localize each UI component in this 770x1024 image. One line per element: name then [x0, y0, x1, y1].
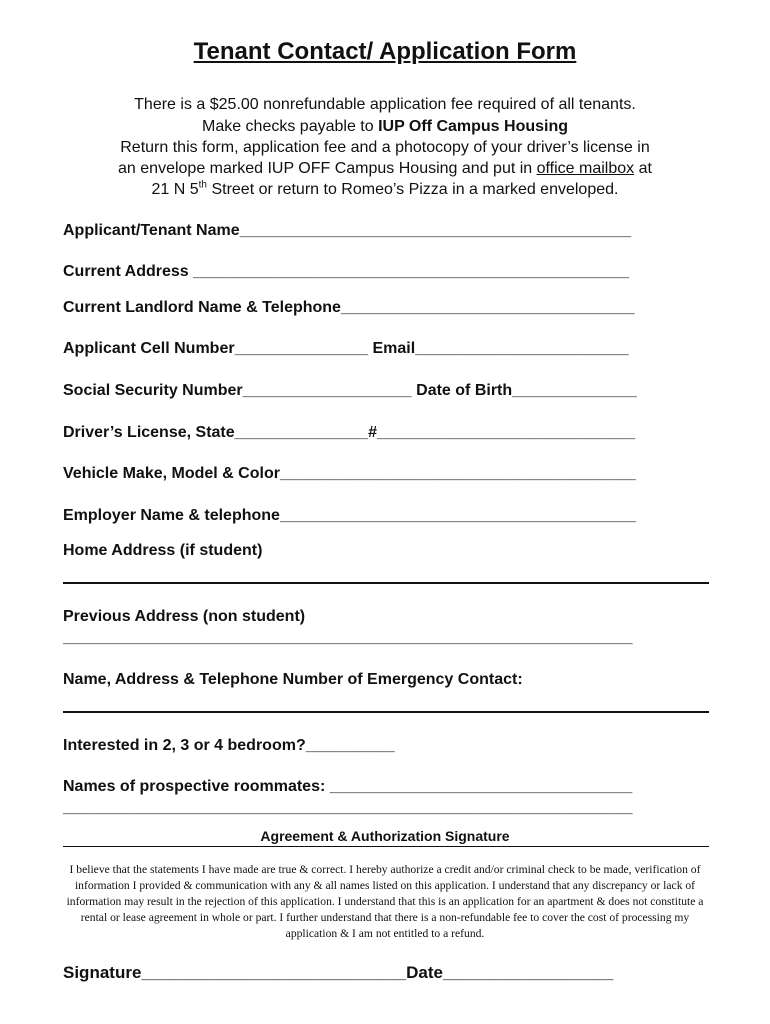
agreement-text: I believe that the statements I have made are true & correct. I hereby authorize a credit and/or criminal check to be made, verification of information I provided & communication with any & all names listed on this application. I understand that any discrepancy or lack of information may result in the rejection of this application. I understand that this is an application for an apartment & does not constitute a rental or lease agreement in whole or part. I further understand that there is a non-refundable fee to cover the cost of processing my application & I am not entitled to a refund.	[66, 863, 704, 940]
ssn-dob-field[interactable]: Social Security Number___________________ Date of Birth______________	[63, 382, 637, 399]
bedrooms-field[interactable]: Interested in 2, 3 or 4 bedroom?__________	[63, 737, 395, 754]
fee-notice: There is a $25.00 nonrefundable application fee required of all tenants.	[134, 96, 636, 113]
tenant-name-field[interactable]: Applicant/Tenant Name____________________________________________	[63, 222, 632, 239]
current-address-field[interactable]: Current Address _________________________________________________	[63, 263, 630, 280]
return-instructions-line3: 21 N 5th Street or return to Romeo’s Pizza in a marked enveloped.	[151, 179, 619, 198]
signature-line[interactable]: ____________________________	[141, 963, 407, 982]
emergency-contact-line[interactable]	[63, 711, 709, 713]
date-label: Date	[406, 963, 443, 982]
cell-email-field[interactable]: Applicant Cell Number_______________ Email________________________	[63, 340, 629, 357]
roommates-field[interactable]: Names of prospective roommates: __________________________________	[63, 778, 633, 795]
emergency-contact-label: Name, Address & Telephone Number of Emergency Contact:	[63, 671, 523, 688]
license-field[interactable]: Driver’s License, State_______________#_____________________________	[63, 424, 636, 441]
return-instructions-line2: an envelope marked IUP OFF Campus Housing and put in office mailbox at	[118, 160, 652, 177]
roommates-line-2[interactable]: ________________________________________________________________	[63, 799, 633, 816]
previous-address-line[interactable]: ________________________________________________________________	[63, 629, 633, 646]
home-address-line[interactable]	[63, 582, 709, 584]
previous-address-label: Previous Address (non student)	[63, 608, 306, 625]
agreement-divider	[63, 846, 709, 847]
employer-field[interactable]: Employer Name & telephone________________________________________	[63, 507, 636, 524]
home-address-label: Home Address (if student)	[63, 542, 263, 559]
payable-notice: Make checks payable to IUP Off Campus Housing	[201, 118, 569, 135]
return-instructions-line1: Return this form, application fee and a photocopy of your driver’s license in	[120, 139, 650, 156]
vehicle-field[interactable]: Vehicle Make, Model & Color________________________________________	[63, 465, 636, 482]
form-title: Tenant Contact/ Application Form	[193, 38, 577, 65]
landlord-field[interactable]: Current Landlord Name & Telephone_________________________________	[63, 299, 635, 316]
agreement-title: Agreement & Authorization Signature	[260, 828, 510, 844]
signature-label: Signature	[63, 963, 142, 982]
signature-date-field[interactable]	[63, 963, 613, 983]
date-line[interactable]: __________________	[443, 963, 614, 982]
